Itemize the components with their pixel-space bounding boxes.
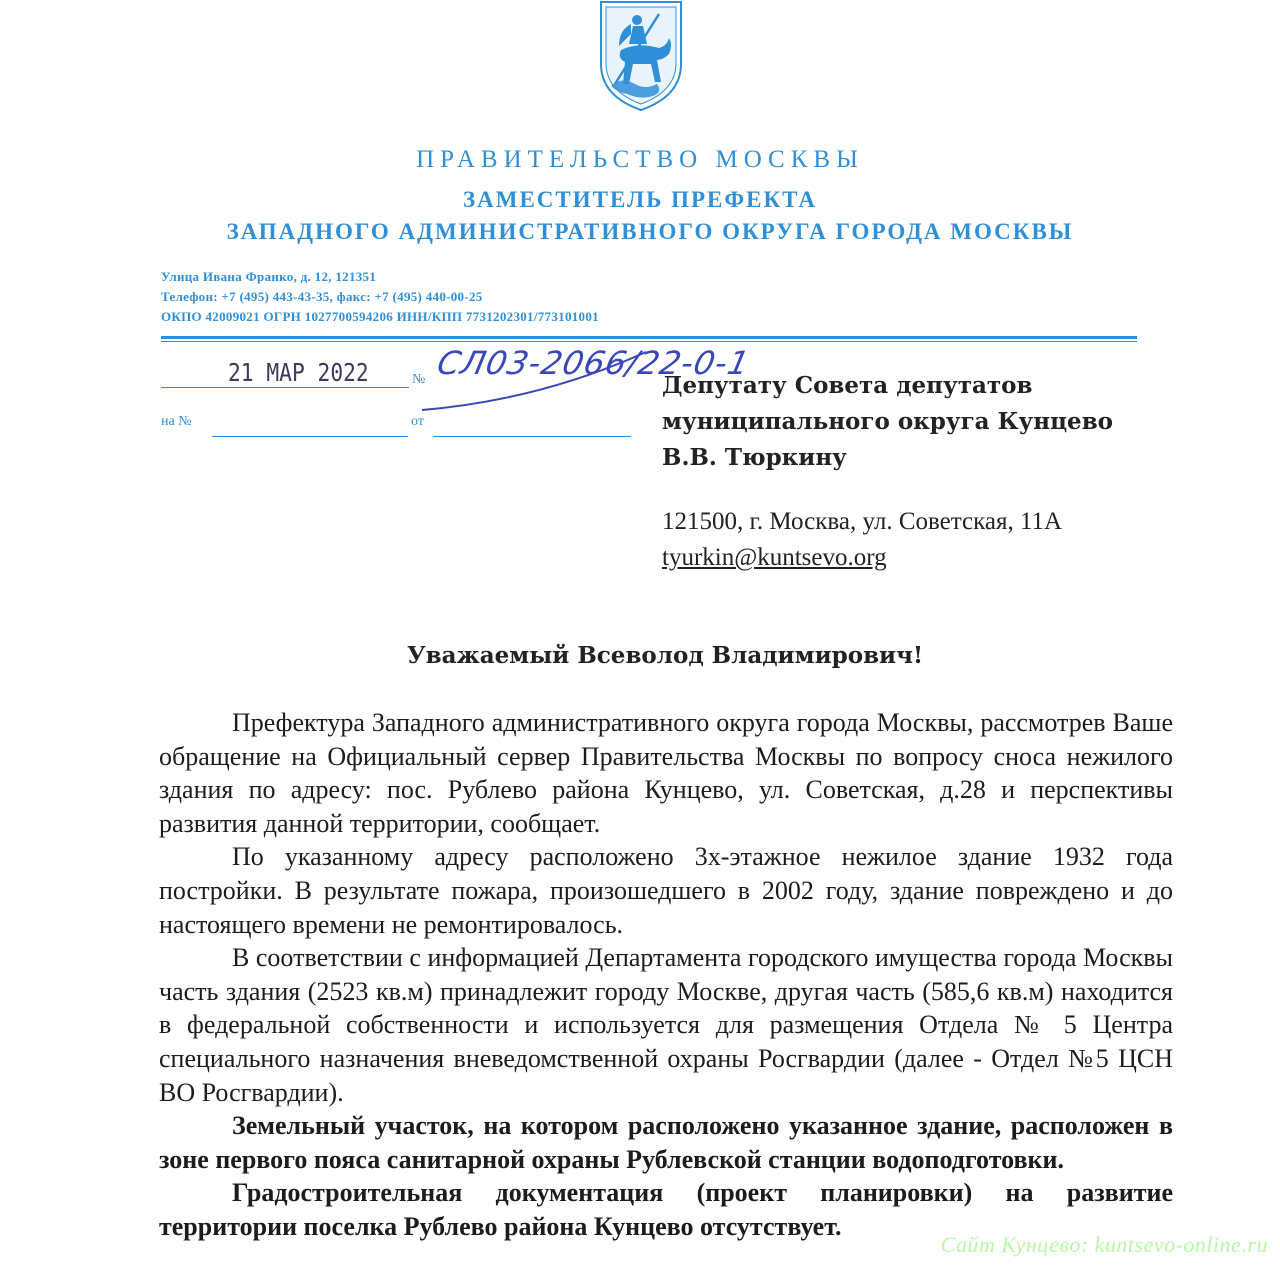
site-watermark: Сайт Кунцево: kuntsevo-online.ru <box>940 1232 1268 1257</box>
recipient-email[interactable]: tyurkin@kuntsevo.org <box>662 544 887 571</box>
letterhead-address: Улица Ивана Франко, д. 12, 121351 <box>161 269 377 284</box>
letterhead-codes: ОКПО 42009021 ОГРН 1027700594206 ИНН/КПП 7731202301/773101001 <box>161 309 599 324</box>
handwritten-stroke <box>420 340 670 420</box>
registration-date: 21 МАР 2022 <box>228 358 369 387</box>
ref-number-label: на № <box>161 414 192 429</box>
government-title: ПРАВИТЕЛЬСТВО МОСКВЫ <box>416 146 864 173</box>
moscow-coat-of-arms-icon <box>597 0 685 112</box>
ref-date-line <box>433 436 631 437</box>
letter-greeting: Уважаемый Всеволод Владимирович! <box>406 642 924 669</box>
body-paragraph: В соответствии с информацией Департамента городского имущества города Москвы часть здания (2523 кв.м) принадлежит городу Москве, другая часть (585,6 кв.м) находится в федеральной собственности и используется для размещения Отдела № 5 Центра специального назначения вневедомственной охраны Росгвардии (далее - Отдел №5 ЦСН ВО Росгвардии). <box>159 943 1173 1107</box>
date-underline <box>161 387 409 388</box>
body-paragraph: По указанному адресу расположено 3х-этажное нежилое здание 1932 года постройки. В результате пожара, произошедшего в 2002 году, здание повреждено и до настоящего времени не ремонтировалось. <box>159 842 1173 939</box>
ref-number-line <box>212 436 408 437</box>
body-paragraph: Префектура Западного административного округа города Москвы, рассмотрев Ваше обращение на Официальный сервер Правительства Москвы по вопросу сноса нежилого здания по адресу: пос. Рублево района Кунцево, ул. Советская, д.28 и перспективы развития данной территории, сообщает. <box>159 708 1173 838</box>
recipient-postal-address: 121500, г. Москва, ул. Советская, 11А <box>662 508 1063 535</box>
recipient-block <box>662 368 1113 476</box>
recipient-line-1: Депутату Совета депутатов <box>662 372 1033 399</box>
letterhead-contacts <box>161 267 599 327</box>
recipient-line-2: муниципального округа Кунцево <box>662 408 1114 435</box>
deputy-prefect-title: ЗАМЕСТИТЕЛЬ ПРЕФЕКТА <box>463 187 817 212</box>
district-title: ЗАПАДНОГО АДМИНИСТРАТИВНОГО ОКРУГА ГОРОДА МОСКВЫ <box>226 219 1074 244</box>
body-paragraph: Земельный участок, на котором расположено указанное здание, расположен в зоне первого пояса санитарной охраны Рублевской станции водоподготовки. <box>159 1111 1173 1174</box>
letter-body <box>159 706 1173 1244</box>
letterhead-phone: Телефон: +7 (495) 443-43-35, факс: +7 (495) 440-00-25 <box>161 289 483 304</box>
number-mark: № <box>412 372 426 387</box>
ref-date-label: от <box>411 414 424 429</box>
handwritten-registration-number: СЛ03-2066/22-0-1 <box>433 344 754 382</box>
recipient-address-block <box>662 504 1062 576</box>
letterhead-divider <box>161 336 1137 339</box>
body-paragraph: Градостроительная документация (проект планировки) на развитие территории поселка Рублево района Кунцево отсутствует. <box>159 1178 1173 1241</box>
recipient-name: В.В. Тюркину <box>662 444 847 471</box>
